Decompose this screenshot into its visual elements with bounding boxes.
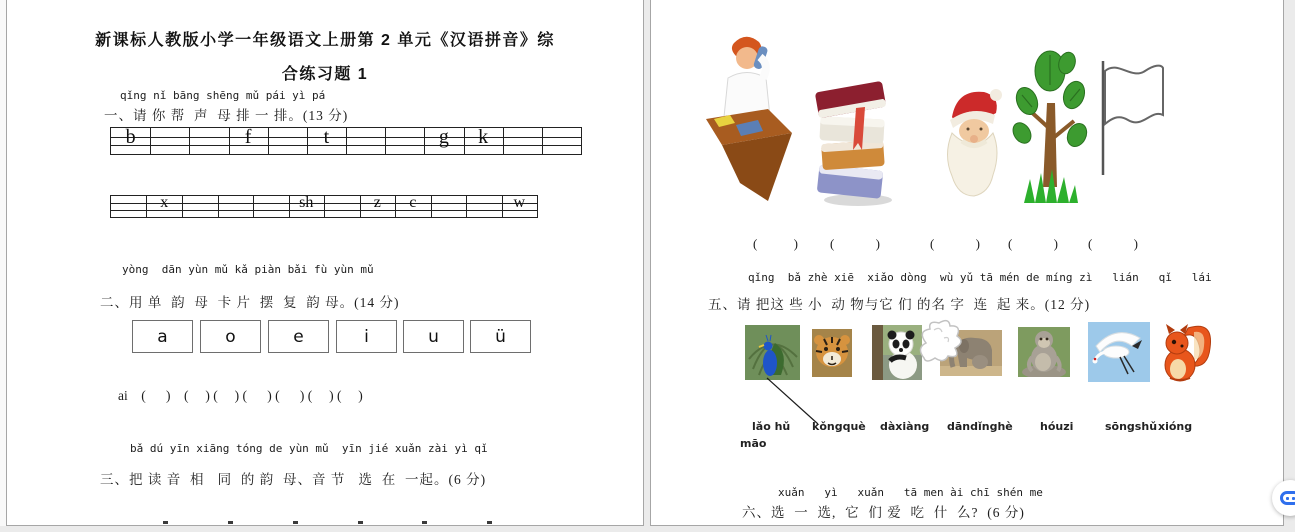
grid-rule-line xyxy=(111,137,581,138)
section2-heading: 二、用 单 韵 母 卡 片 摆 复 韵 母。(14 分) xyxy=(100,295,400,310)
answer-blank-pair: ( ) xyxy=(930,236,980,251)
cutoff-text-mark xyxy=(228,521,233,524)
vowel-card: o xyxy=(200,320,261,353)
vowel-card: e xyxy=(268,320,329,353)
grid-cell-divider xyxy=(502,196,503,217)
answer-blank-pair: ( ) xyxy=(753,236,798,251)
grid-cell-divider xyxy=(253,196,254,217)
grid-letter: z xyxy=(373,194,381,212)
grid-cell-divider xyxy=(268,128,269,154)
section1-heading: 一、请 你 帮 声 母 排 一 排。(13 分) xyxy=(104,108,349,123)
grid-cell-divider xyxy=(324,196,325,217)
grid-cell-divider xyxy=(424,128,425,154)
grid-cell-divider xyxy=(307,128,308,154)
worksheet-title-line1: 新课标人教版小学一年级语文上册第 2 单元《汉语拼音》综 xyxy=(95,32,555,49)
grid-cell-divider xyxy=(346,128,347,154)
assistant-icon xyxy=(1280,491,1295,505)
animal-label: dāndǐnghè xyxy=(947,420,1013,433)
section2-answer-line: ai ( ) ( ) ( ) ( ) ( ) ( ) ( ) xyxy=(118,388,363,403)
vowel-card: a xyxy=(132,320,193,353)
grid-rule-line xyxy=(111,203,537,204)
grid-cell-divider xyxy=(229,128,230,154)
grid-cell-divider xyxy=(182,196,183,217)
animal-label: xióng xyxy=(1158,420,1193,433)
vowel-card: ü xyxy=(470,320,531,353)
grid-letter: sh xyxy=(299,194,314,212)
section2-pinyin: yòng dān yùn mǔ kǎ piàn bǎi fù yùn mǔ xyxy=(122,263,374,276)
section5-heading: 五、请 把这 些 小 动 物与它 们 的名 字 连 起 来。(12 分) xyxy=(708,297,1091,312)
answer-blank-pair: ( ) xyxy=(1008,236,1058,251)
grid-cell-divider xyxy=(189,128,190,154)
grid-cell-divider xyxy=(395,196,396,217)
grid-rule-line xyxy=(111,210,537,211)
cutoff-text-mark xyxy=(358,521,363,524)
grid-cell-divider xyxy=(431,196,432,217)
scribble-doodle xyxy=(914,318,966,364)
cutoff-text-mark xyxy=(487,521,492,524)
books-stack-image xyxy=(812,72,896,207)
animal-label: hóuzi xyxy=(1040,420,1074,433)
cutoff-text-mark xyxy=(163,521,168,524)
grid-letter: t xyxy=(323,126,330,149)
grid-letter: k xyxy=(478,126,489,149)
section3-pinyin: bǎ dú yīn xiāng tóng de yùn mǔ yīn jié xuǎn zài yì qǐ xyxy=(130,442,488,455)
worksheet-title-line2: 合练习题 1 xyxy=(281,66,369,83)
grid-cell-divider xyxy=(466,196,467,217)
grid-cell-divider xyxy=(360,196,361,217)
animal-label: dàxiàng xyxy=(880,420,930,433)
cutoff-text-mark xyxy=(293,521,298,524)
animal-label: sōngshǔ xyxy=(1105,420,1158,433)
tree-image xyxy=(1012,45,1088,203)
grid-cell-divider xyxy=(150,128,151,154)
pinyin-writing-grid-2 xyxy=(110,195,538,218)
grid-letter: c xyxy=(409,194,417,212)
vowel-card: u xyxy=(403,320,464,353)
animal-label: lǎo hǔ xyxy=(752,420,791,433)
grid-letter: f xyxy=(244,126,252,149)
grid-cell-divider xyxy=(542,128,543,154)
section6-heading: 六、选 一 选, 它 们 爱 吃 什 么? (6 分) xyxy=(742,505,1025,520)
grid-letter: b xyxy=(125,126,136,149)
grid-letter: g xyxy=(438,126,449,149)
grid-cell-divider xyxy=(218,196,219,217)
animal-label: māo xyxy=(740,437,767,450)
vowel-card: i xyxy=(336,320,397,353)
grid-cell-divider xyxy=(464,128,465,154)
squirrel-image xyxy=(1156,320,1214,382)
grid-rule-line xyxy=(111,145,581,146)
animal-label: kǒngquè xyxy=(812,420,866,433)
section5-pinyin: qǐng bǎ zhè xiē xiǎo dòng wù yǔ tā mén de míng zì lián qǐ lái xyxy=(748,271,1212,284)
grid-letter: w xyxy=(513,194,526,212)
section6-pinyin: xuǎn yì xuǎn tā men ài chī shén me xyxy=(778,486,1043,499)
pinyin-writing-grid-1 xyxy=(110,127,582,155)
person-on-phone-image xyxy=(706,33,792,205)
flag-image xyxy=(1098,57,1170,177)
grid-cell-divider xyxy=(146,196,147,217)
grid-cell-divider xyxy=(289,196,290,217)
grid-letter: x xyxy=(160,194,169,212)
grid-cell-divider xyxy=(385,128,386,154)
section1-pinyin: qǐng nǐ bāng shēng mǔ pái yì pá xyxy=(120,89,326,102)
answer-blank-pair: ( ) xyxy=(1088,236,1138,251)
grid-cell-divider xyxy=(503,128,504,154)
red-crowned-crane-image xyxy=(1088,322,1150,382)
answer-blank-pair: ( ) xyxy=(830,236,880,251)
santa-face-image xyxy=(938,83,1010,201)
section3-heading: 三、把 读 音 相 同 的 韵 母、音 节 选 在 一起。(6 分) xyxy=(100,472,487,487)
cutoff-text-mark xyxy=(422,521,427,524)
monkey-image xyxy=(1018,327,1070,377)
